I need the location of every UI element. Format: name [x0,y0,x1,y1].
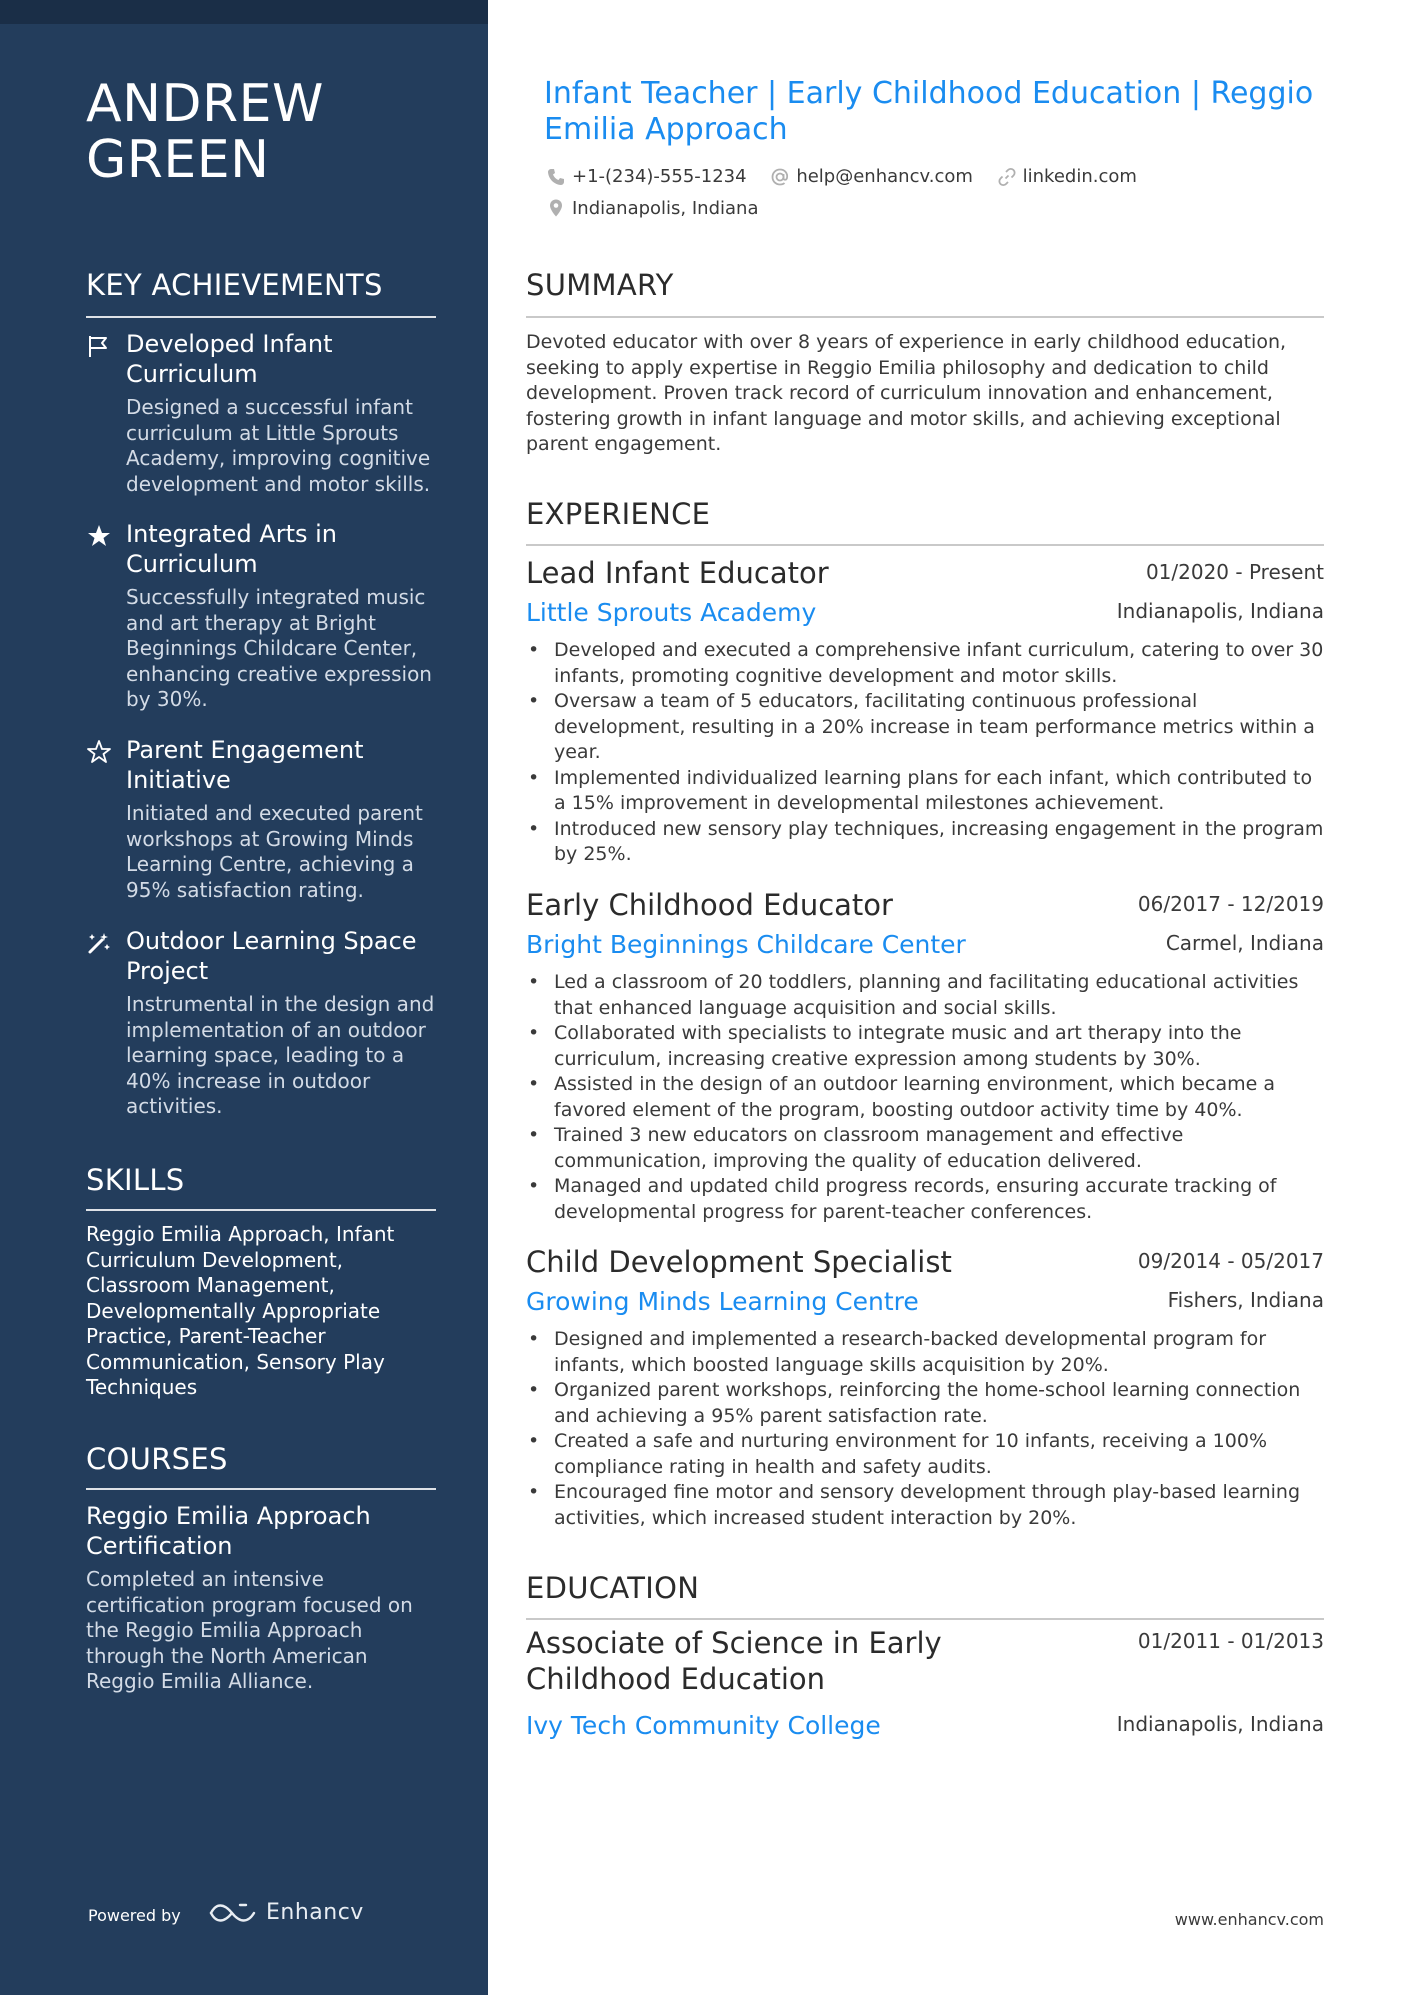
job-location: Indianapolis, Indiana [1116,599,1324,623]
magic-wand-icon [86,930,112,956]
skills-heading: SKILLS [86,1163,185,1197]
brand-name: Enhancv [266,1900,364,1925]
education-location: Indianapolis, Indiana [1116,1712,1324,1736]
achievement-description: Designed a successful infant curriculum at Little Sprouts Academy, improving cognitive development and motor skills. [126,395,431,496]
course-title: Reggio Emilia Approach Certification [86,1502,371,1560]
job-entry [526,556,1324,868]
achievements-divider [86,316,436,318]
location-contact [546,195,759,222]
job-bullet: • Created a safe and nurturing environment for 10 infants, receiving a 100% compliance rating in health and safety audits. [526,1429,1324,1480]
candidate-name [86,76,324,188]
job-bullet: • Assisted in the design of an outdoor learning environment, which became a favored element of the program, boosting outdoor activity time by 40%. [526,1072,1324,1123]
degree-title: Associate of Science in Early Childhood Education [526,1626,942,1696]
job-company[interactable]: Little Sprouts Academy [526,598,817,627]
achievement-title: Outdoor Learning Space Project [126,927,417,985]
job-date: 06/2017 - 12/2019 [1137,892,1324,916]
job-bullet: • Collaborated with specialists to integrate music and art therapy into the curriculum, increasing creative expression among students by 30%. [526,1021,1324,1072]
job-location: Fishers, Indiana [1167,1288,1324,1312]
skills-list: Reggio Emilia Approach, Infant Curriculum Development, Classroom Management, Developmentally Appropriate Practice, Parent-Teacher Communication, Sensory Play Techniques [86,1222,395,1399]
achievement-item [86,519,436,713]
job-bullets [526,638,1324,868]
headline: Infant Teacher | Early Childhood Education | Reggio Emilia Approach [544,76,1314,147]
education-entry [526,1625,1324,1740]
phone-contact[interactable] [546,163,747,190]
job-title: Child Development Specialist [526,1245,952,1279]
achievement-description: Initiated and executed parent workshops at Growing Minds Learning Centre, achieving a 95% satisfaction rating. [126,801,423,902]
link-icon [997,167,1017,187]
name-first: ANDREW [86,74,324,134]
achievement-title: Integrated Arts in Curriculum [126,520,338,578]
location-text: Indianapolis, Indiana [572,197,759,219]
email-contact[interactable] [770,163,973,190]
job-date: 09/2014 - 05/2017 [1137,1249,1324,1273]
main-content [526,0,1324,1995]
education-heading: EDUCATION [526,1571,700,1605]
experience-divider [526,544,1324,546]
school-name[interactable]: Ivy Tech Community College [526,1711,881,1740]
achievement-description: Instrumental in the design and implementation of an outdoor learning space, leading to a 40% increase in outdoor activities. [126,992,435,1118]
job-date: 01/2020 - Present [1145,560,1324,584]
linkedin-contact[interactable] [997,163,1137,190]
achievement-title: Parent Engagement Initiative [126,736,364,794]
experience-heading: EXPERIENCE [526,497,711,531]
education-date: 01/2011 - 01/2013 [1137,1629,1324,1653]
job-bullet: • Managed and updated child progress records, ensuring accurate tracking of developmental progress for parent-teacher conferences. [526,1174,1324,1225]
achievement-item [86,926,436,1120]
job-bullet: • Led a classroom of 20 toddlers, planning and facilitating educational activities that enhanced language acquisition and social skills. [526,970,1324,1021]
job-bullet: • Developed and executed a comprehensive infant curriculum, catering to over 30 infants, promoting cognitive development and motor skills. [526,638,1324,689]
summary-text: Devoted educator with over 8 years of experience in early childhood education, seeking to apply expertise in Reggio Emilia philosophy and dedication to child development. Proven track record of curriculum innovation and enhancement, fostering growth in infant language and motor skills, and achieving exceptional parent engagement. [526,331,1287,455]
job-title: Early Childhood Educator [526,888,893,922]
course-description: Completed an intensive certification program focused on the Reggio Emilia Approach through the North American Reggio Emilia Alliance. [86,1567,413,1693]
job-bullets [526,1327,1324,1531]
summary-divider [526,316,1324,318]
name-last: GREEN [86,130,270,190]
education-divider [526,1618,1324,1620]
sidebar-top-bar [0,0,488,24]
star-outline-icon [86,739,112,765]
linkedin-url: linkedin.com [1022,166,1137,187]
phone-number: +1-(234)-555-1234 [572,166,747,187]
achievements-heading: KEY ACHIEVEMENTS [86,268,383,302]
courses-heading: COURSES [86,1442,228,1476]
summary-heading: SUMMARY [526,268,674,302]
job-bullet: • Oversaw a team of 5 educators, facilitating continuous professional development, resulting in a 20% increase in team performance metrics within a year. [526,689,1324,766]
job-bullets [526,970,1324,1225]
achievement-item [86,735,436,903]
job-entry [526,1245,1324,1531]
phone-icon [546,167,566,187]
job-company[interactable]: Bright Beginnings Childcare Center [526,930,966,959]
star-filled-icon [86,523,112,549]
footer-website[interactable]: www.enhancv.com [1174,1910,1324,1929]
at-sign-icon [770,167,790,187]
enhancv-logo-icon [208,1901,258,1925]
job-company[interactable]: Growing Minds Learning Centre [526,1287,919,1316]
job-title: Lead Infant Educator [526,556,829,590]
courses-divider [86,1488,436,1490]
sidebar [0,0,488,1995]
job-bullet: • Encouraged fine motor and sensory development through play-based learning activities, which increased student interaction by 20%. [526,1480,1324,1531]
job-entry [526,888,1324,1225]
job-bullet: • Trained 3 new educators on classroom management and effective communication, improving the quality of education delivered. [526,1123,1324,1174]
email-address: help@enhancv.com [796,166,973,187]
location-pin-icon [546,198,566,218]
contact-info [546,163,1326,226]
job-location: Carmel, Indiana [1165,931,1324,955]
job-bullet: • Organized parent workshops, reinforcing the home-school learning connection and achieving a 95% parent satisfaction rate. [526,1378,1324,1429]
job-bullet: • Introduced new sensory play techniques, increasing engagement in the program by 25%. [526,817,1324,868]
powered-by-label: Powered by [88,1906,181,1925]
skills-divider [86,1209,436,1211]
achievement-description: Successfully integrated music and art therapy at Bright Beginnings Childcare Center, enhancing creative expression by 30%. [126,585,432,711]
achievement-title: Developed Infant Curriculum [126,330,333,388]
achievement-item [86,329,436,497]
job-bullet: • Implemented individualized learning plans for each infant, which contributed to a 15% improvement in developmental milestones achievement. [526,766,1324,817]
brand-logo[interactable] [208,1900,364,1925]
job-bullet: • Designed and implemented a research-backed developmental program for infants, which boosted language skills acquisition by 20%. [526,1327,1324,1378]
flag-icon [86,333,112,359]
